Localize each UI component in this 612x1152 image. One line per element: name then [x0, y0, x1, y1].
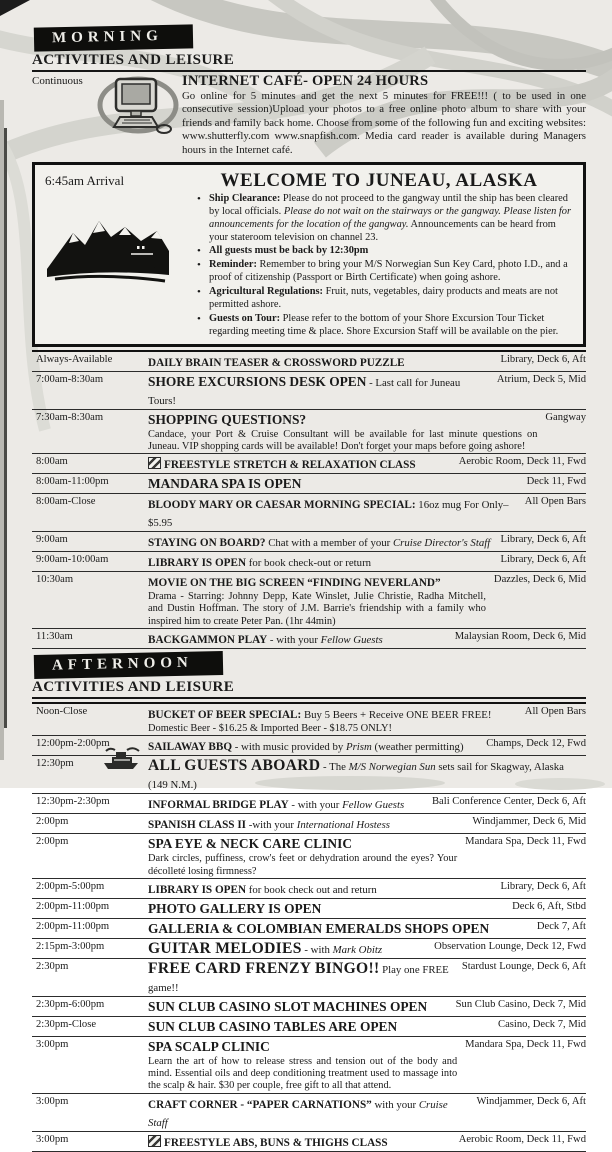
event-title: LIBRARY IS OPEN: [148, 883, 247, 896]
event-title: LIBRARY IS OPEN: [148, 557, 247, 570]
bullet-lead: Reminder:: [209, 259, 257, 271]
event-time: 2:00pm: [36, 836, 69, 848]
internet-cafe-title: INTERNET CAFÉ- OPEN 24 HOURS: [182, 73, 429, 89]
bullet-lead: Ship Clearance:: [209, 192, 281, 204]
event-time: 3:00pm: [36, 1095, 69, 1107]
morning-schedule-table: [32, 350, 586, 649]
event-location: Aerobic Room, Deck 11, Fwd: [458, 456, 586, 468]
event-title: GALLERIA & COLOMBIAN EMERALDS SHOPS OPEN: [148, 920, 490, 936]
event-time: 2:30pm: [36, 960, 69, 972]
event-title: BLOODY MARY OR CAESAR MORNING SPECIAL:: [148, 499, 416, 512]
event-detail: - with: [301, 943, 333, 956]
event-detail-italic: Fellow Guests: [320, 634, 383, 646]
computer-icon: [94, 75, 182, 140]
event-detail: with your: [371, 1098, 419, 1111]
event-title: DAILY BRAIN TEASER & CROSSWORD PUZZLE: [148, 356, 405, 369]
event-detail: - with your: [288, 799, 343, 812]
schedule-row: [32, 814, 586, 834]
schedule-row: [32, 352, 586, 372]
event-detail: - with music provided by: [232, 741, 346, 754]
schedule-row: [32, 959, 586, 997]
event-time: 2:00pm-11:00pm: [36, 900, 110, 912]
event-detail: Buy 5 Beers + Receive ONE BEER FREE!: [301, 709, 492, 721]
morning-banner: MORNING: [34, 24, 193, 51]
event-detail-italic: M/S Norwegian Sun: [348, 761, 436, 774]
schedule-row: [32, 919, 586, 939]
schedule-row: [32, 572, 586, 629]
event-location: Atrium, Deck 5, Mid: [496, 373, 586, 385]
schedule-row: [32, 410, 586, 455]
event-description: Candace, your Port & Cruise Consultant will be available for last minute questions on Juneau. VIP shopping cards will be available! Don't forget your maps before going ashore!: [148, 428, 538, 452]
event-title: SHOPPING QUESTIONS?: [148, 411, 307, 427]
event-time: 9:00am: [36, 534, 68, 546]
event-time: 2:00pm-11:00pm: [36, 920, 110, 932]
welcome-title: WELCOME TO JUNEAU, ALASKA: [220, 169, 538, 191]
event-title: SUN CLUB CASINO SLOT MACHINES OPEN: [148, 998, 428, 1014]
event-title: SHORE EXCURSIONS DESK OPEN: [148, 373, 367, 389]
event-detail-italic: Fellow Guests: [342, 799, 405, 812]
bullet-text: Please refer to the bottom of your Shore Excursion Tour Ticket regarding meeting time & place. Shore Excursion Staff will be available on the pier.: [209, 312, 559, 337]
event-location: Library, Deck 6, Aft: [500, 880, 586, 892]
bullet-text-2: Announcements can be heard from your stateroom television on channel 23.: [209, 218, 556, 243]
bullet-text: Remember to bring your M/S Norwegian Sun Key Card, photo I.D., and a proof of citizenship (Passport or Birth Certificate) when going ashore.: [209, 259, 568, 284]
freestyle-logo-icon: [148, 457, 161, 469]
event-detail-italic: Cruise Staff: [148, 1098, 448, 1129]
event-location: Champs, Deck 12, Fwd: [486, 738, 586, 750]
event-title: MANDARA SPA IS OPEN: [148, 476, 302, 492]
bullet-lead: Guests on Tour:: [209, 312, 281, 324]
event-detail-italic: Mark Obitz: [332, 943, 383, 956]
internet-cafe-block: [32, 73, 586, 157]
event-time: Noon-Close: [36, 706, 88, 717]
schedule-row: [32, 532, 586, 552]
freestyle-logo-icon: [148, 1135, 161, 1147]
event-time: 9:00am-10:00am: [36, 554, 109, 566]
event-title: ALL GUESTS ABOARD: [148, 757, 321, 775]
cruise-ship-icon: [102, 747, 142, 776]
event-description: Learn the art of how to release stress and tension out of the body and mind. Essential oils and deep conditioning treatment used to massage into the scalp & hair. $30 per couple, free gift to all that attend.: [148, 1055, 458, 1092]
event-title: INFORMAL BRIDGE PLAY: [148, 799, 289, 812]
event-location: Deck 11, Fwd: [526, 476, 586, 488]
event-location: Malaysian Room, Deck 6, Mid: [454, 631, 586, 642]
event-detail-italic: International Hostess: [296, 819, 390, 832]
event-time: 8:00am: [36, 456, 68, 468]
continuous-label: Continuous: [32, 75, 83, 87]
event-title: SAILAWAY BBQ: [148, 741, 233, 754]
schedule-row: [32, 794, 586, 814]
bullet-lead: All guests must be back by 12:30pm: [209, 245, 369, 257]
event-title: FREESTYLE STRETCH & RELAXATION CLASS: [164, 459, 416, 472]
schedule-row: [32, 939, 586, 959]
event-title: SPA SCALP CLINIC: [148, 1038, 270, 1054]
event-detail: - The: [320, 761, 349, 774]
event-location: Deck 6, Aft, Stbd: [512, 900, 586, 912]
bullet-italic-text: Please do not wait on the stairways or the gangway. Please listen for announcements for the location of the gangway.: [209, 205, 572, 230]
welcome-bullet: [197, 286, 573, 312]
event-title: BUCKET OF BEER SPECIAL:: [148, 709, 302, 721]
event-title: FREESTYLE ABS, BUNS & THIGHS CLASS: [164, 1136, 388, 1149]
event-time: 3:00pm: [36, 1133, 69, 1145]
event-detail: Chat with a member of your: [265, 537, 393, 550]
welcome-bullet-list: [183, 193, 575, 339]
mountains-ship-illustration: [45, 211, 183, 290]
schedule-row: [32, 552, 586, 572]
schedule-row: [32, 454, 586, 474]
event-time: 2:00pm-5:00pm: [36, 880, 105, 892]
schedule-row: [32, 474, 586, 494]
event-detail: for book check out and return: [246, 883, 377, 896]
event-title: SPA EYE & NECK CARE CLINIC: [148, 836, 352, 852]
schedule-row: [32, 372, 586, 410]
event-detail: - with your: [267, 634, 321, 646]
event-time: 12:30pm-2:30pm: [36, 796, 110, 808]
event-detail-italic: Cruise Director's Staff: [392, 537, 491, 550]
event-location: Stardust Lounge, Deck 6, Aft: [461, 960, 586, 972]
event-detail: for book check-out or return: [246, 557, 372, 570]
event-location: Bali Conference Center, Deck 6, Aft: [431, 796, 586, 808]
internet-cafe-description: Go online for 5 minutes and get the next 5 minutes for FREE!!! ( to be used in one consecutive session)Upload your photos to a free online photo album to share with your friends and family back home. Choose from some of the following fun and exciting websites: www.shutterfly.com www.snapfish.com. Media card reader is available during Managers hours in the Internet café.: [182, 90, 586, 156]
event-location: Mandara Spa, Deck 11, Fwd: [465, 836, 586, 848]
event-location: Library, Deck 6, Aft: [500, 554, 586, 566]
welcome-bullet: [197, 245, 573, 258]
event-detail-2: sets sail for Skagway, Alaska (149 N.M.): [148, 761, 564, 792]
event-detail: - Last call for Juneau Tours!: [148, 376, 461, 407]
schedule-row: [32, 1017, 586, 1037]
event-title: FREE CARD FRENZY BINGO!!: [148, 959, 380, 977]
event-detail-2: (weather permitting): [371, 741, 464, 754]
afternoon-section-title: ACTIVITIES AND LEISURE: [32, 679, 586, 699]
event-title: GUITAR MELODIES: [148, 939, 302, 957]
event-detail: -with your: [246, 819, 297, 832]
event-time: 8:00am-Close: [36, 496, 96, 508]
event-time: 3:00pm: [36, 1038, 69, 1050]
event-location: Deck 7, Aft: [536, 920, 586, 932]
event-time: 8:00am-11:00pm: [36, 476, 109, 488]
event-location: Library, Deck 6, Aft: [500, 534, 586, 546]
event-time: 12:00pm-2:00pm: [36, 738, 110, 750]
schedule-row: [32, 704, 586, 736]
event-location: Dazzles, Deck 6, Mid: [493, 574, 586, 586]
bullet-text: Fruit, nuts, vegetables, dairy products and meats are not permitted ashore.: [209, 286, 558, 310]
event-description: Drama - Starring: Johnny Depp, Kate Winslet, Julie Christie, Radha Mitchell, and Dustin Hoffman. The story of J.M. Barrie's friendship with a family who inspired him to create Peter Pan. (1hr 44min): [148, 591, 486, 627]
event-time: 10:30am: [36, 574, 74, 586]
event-time: 2:15pm-3:00pm: [36, 940, 105, 952]
event-time: 7:00am-8:30am: [36, 373, 104, 385]
afternoon-banner: AFTERNOON: [34, 651, 223, 679]
event-time: 12:30pm: [36, 758, 74, 770]
morning-section-title: ACTIVITIES AND LEISURE: [32, 52, 586, 72]
bullet-lead: Agricultural Regulations:: [209, 286, 324, 298]
event-location: Windjammer, Deck 6, Mid: [472, 816, 586, 828]
welcome-bullet: [197, 259, 573, 285]
afternoon-schedule-table: [32, 702, 586, 1152]
event-location: Casino, Deck 7, Mid: [498, 1018, 586, 1030]
event-time: 11:30am: [36, 631, 73, 642]
welcome-bullet: [197, 313, 573, 339]
event-description: Domestic Beer - $16.25 & Imported Beer - $18.75 ONLY!: [148, 723, 392, 734]
schedule-row: [32, 997, 586, 1017]
event-location: Aerobic Room, Deck 11, Fwd: [458, 1133, 586, 1145]
schedule-row: [32, 756, 586, 794]
event-time: 7:30am-8:30am: [36, 411, 104, 423]
schedule-row: [32, 494, 586, 532]
event-time: 2:00pm: [36, 816, 69, 828]
schedule-row: [32, 879, 586, 899]
event-location: All Open Bars: [524, 706, 586, 717]
event-location: Mandara Spa, Deck 11, Fwd: [465, 1038, 586, 1050]
event-time: 2:30pm-6:00pm: [36, 998, 105, 1010]
event-location: Observation Lounge, Deck 12, Fwd: [434, 940, 586, 952]
event-location: All Open Bars: [524, 496, 586, 508]
event-title: MOVIE ON THE BIG SCREEN “FINDING NEVERLAND”: [148, 577, 441, 590]
event-title: PHOTO GALLERY IS OPEN: [148, 900, 322, 916]
event-detail: Play one FREE game!!: [148, 963, 449, 994]
schedule-row: [32, 899, 586, 919]
event-detail: 16oz mug For Only– $5.95: [148, 499, 509, 530]
event-time: 2:30pm-Close: [36, 1018, 97, 1030]
welcome-box: [32, 162, 586, 347]
arrival-time: 6:45am Arrival: [45, 172, 125, 188]
event-title: CRAFT CORNER - “PAPER CARNATIONS”: [148, 1098, 372, 1111]
event-location: Sun Club Casino, Deck 7, Mid: [455, 998, 586, 1010]
event-location: Windjammer, Deck 6, Aft: [476, 1095, 586, 1107]
event-location: Gangway: [545, 411, 586, 423]
event-time: Always-Available: [36, 353, 113, 365]
schedule-row: [32, 834, 586, 879]
event-description: Dark circles, puffiness, crow's feet or dehydration around the eyes? Your décolleté losing firmness?: [148, 853, 458, 877]
schedule-row: [32, 629, 586, 649]
schedule-row: [32, 1037, 586, 1094]
event-location: Library, Deck 6, Aft: [500, 353, 586, 365]
event-detail-italic: Prism: [346, 741, 372, 754]
schedule-row: [32, 1132, 586, 1152]
event-title: SUN CLUB CASINO TABLES ARE OPEN: [148, 1018, 398, 1034]
schedule-row: [32, 1094, 586, 1132]
welcome-bullet: [197, 193, 573, 245]
event-title: BACKGAMMON PLAY: [148, 634, 268, 646]
event-title: STAYING ON BOARD?: [148, 537, 266, 550]
event-title: SPANISH CLASS II: [148, 819, 247, 832]
bullet-text: Please do not proceed to the gangway until the ship has been cleared by local officials.: [209, 192, 568, 217]
